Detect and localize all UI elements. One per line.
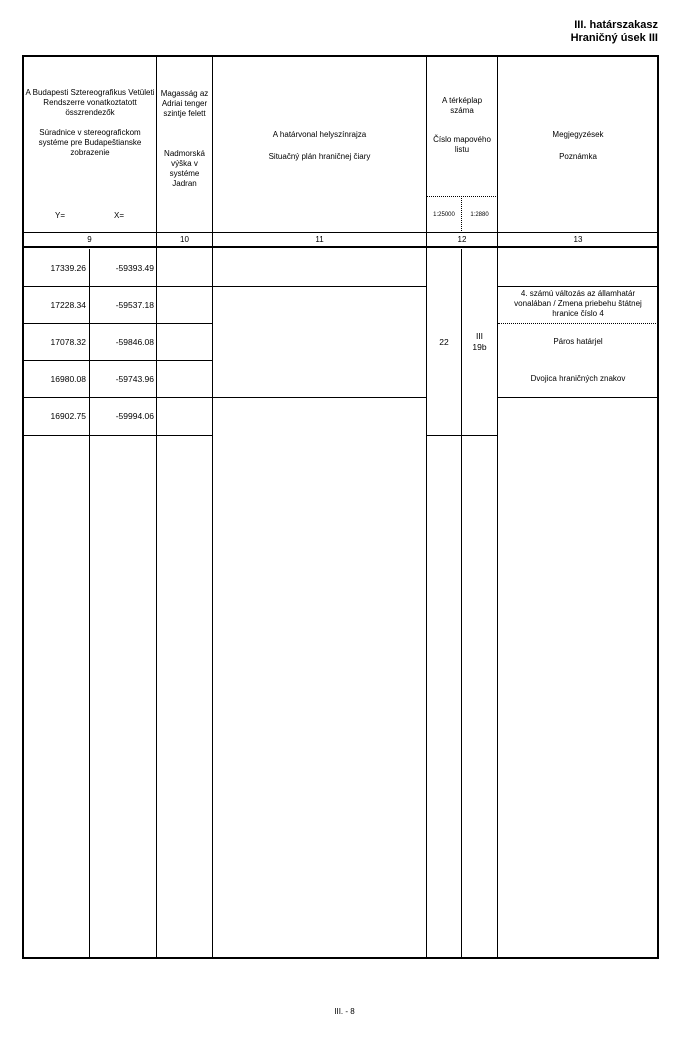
col-divider <box>212 56 213 958</box>
plan-header-hu: A határvonal helyszínrajza <box>272 130 367 139</box>
note-change-line3: hranice číslo 4 <box>552 309 604 318</box>
scale-2880: 1:2880 <box>470 212 489 218</box>
section-title-hu: III. határszakasz <box>574 19 658 31</box>
plan-rule <box>213 286 426 287</box>
y-value: 17078.32 <box>50 337 86 347</box>
plan-header-sk: Situačný plán hraničnej čiary <box>268 152 371 161</box>
col-divider-map <box>461 249 462 958</box>
height-header-sk: Nadmorská výška v systéme Jadran <box>164 149 205 188</box>
row-rule <box>23 397 212 398</box>
row-rule <box>23 360 212 361</box>
col-divider <box>156 56 157 958</box>
map-sheet-2880-a: III <box>475 331 484 341</box>
col-number-11: 11 <box>315 235 324 244</box>
note-change-line1: 4. számú változás az államhatár <box>520 289 636 298</box>
map-sheet-2880-b: 19b <box>472 342 487 352</box>
row-rule <box>23 435 212 436</box>
y-value: 17228.34 <box>50 300 86 310</box>
coords-header-hu: A Budapesti Sztereografikus Vetületi Rendszerre vonatkoztatott összrendezők <box>25 88 155 117</box>
height-header-hu: Magasság az Adriai tenger szintje felett <box>160 89 209 118</box>
map-rule <box>427 435 497 436</box>
col-divider <box>497 56 498 958</box>
col-number-13: 13 <box>573 235 583 244</box>
boundary-table <box>22 55 659 959</box>
map-header-hu: A térképlap száma <box>441 96 483 115</box>
y-value: 16980.08 <box>50 374 86 384</box>
row-rule <box>23 286 212 287</box>
x-value: -59743.96 <box>115 374 154 384</box>
scale-25000: 1:25000 <box>433 212 455 218</box>
page-number: III. - 8 <box>334 1007 355 1016</box>
y-value: 16902.75 <box>50 411 86 421</box>
note-change-line2: vonalában / Zmena priebehu štátnej <box>514 299 642 308</box>
note-pair-hu: Páros határjel <box>553 337 603 346</box>
x-value: -59846.08 <box>115 337 154 347</box>
col-divider <box>426 56 427 958</box>
numbers-rule <box>23 246 658 248</box>
plan-rule <box>213 397 426 398</box>
scale-rule <box>427 196 496 197</box>
y-label: Y= <box>54 211 65 220</box>
coords-header-sk: Súradnice v stereografickom systéme pre Budapeštianske zobrazenie <box>38 128 142 157</box>
x-value: -59537.18 <box>115 300 154 310</box>
col-number-10: 10 <box>180 235 189 244</box>
header-rule <box>23 232 658 233</box>
col-number-12: 12 <box>457 235 467 244</box>
note-pair-sk: Dvojica hraničných znakov <box>530 374 626 383</box>
x-value: -59994.06 <box>115 411 154 421</box>
section-title-sk: Hraničný úsek III <box>570 32 658 44</box>
y-value: 17339.26 <box>50 263 86 273</box>
notes-rule-dotted <box>498 323 658 324</box>
map-sheet-25000: 22 <box>439 337 449 347</box>
map-header-sk: Číslo mapového listu <box>433 135 491 154</box>
col-divider-yx <box>89 249 90 958</box>
x-label: X= <box>113 211 124 220</box>
notes-rule <box>498 286 658 287</box>
row-rule <box>23 323 212 324</box>
x-value: -59393.49 <box>115 263 154 273</box>
notes-header-hu: Megjegyzések <box>552 130 604 139</box>
notes-rule <box>498 397 658 398</box>
col-number-9: 9 <box>87 235 92 244</box>
notes-header-sk: Poznámka <box>559 152 597 161</box>
